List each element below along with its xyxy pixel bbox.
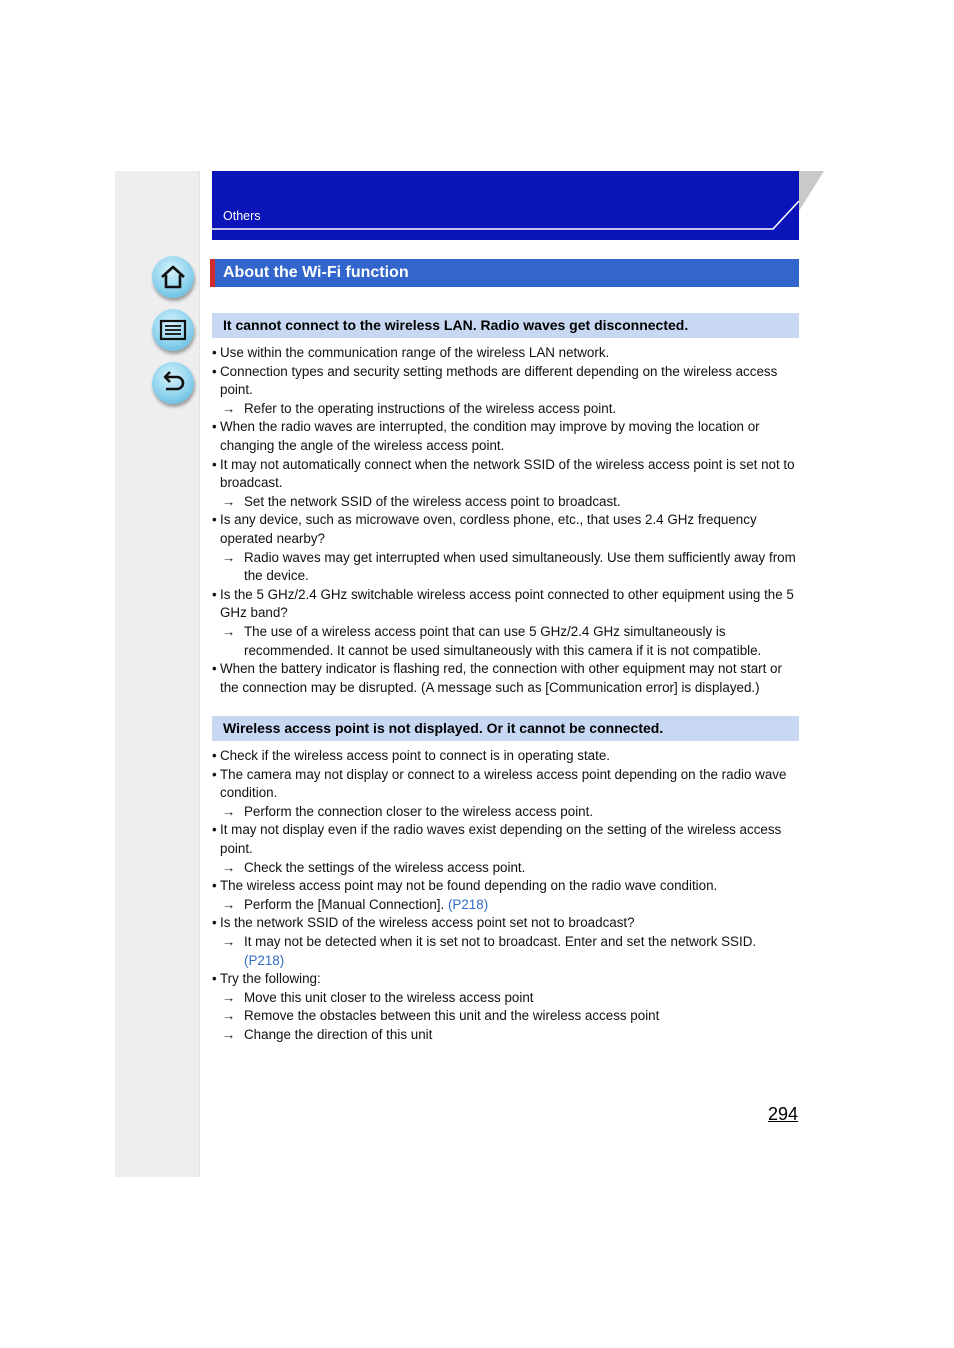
item-text: Is any device, such as microwave oven, cordless phone, etc., that uses 2.4 GHz frequency operated nearby?: [220, 512, 757, 546]
list-item: [210, 344, 800, 363]
item-text: Is the 5 GHz/2.4 GHz switchable wireless access point connected to other equipment using the 5 GHz band?: [220, 586, 794, 621]
bullet: •: [212, 878, 217, 894]
home-icon: [158, 262, 188, 292]
item-text: Try the following:: [220, 971, 321, 987]
sub-item-text: Remove the obstacles between this unit and the wireless access point: [244, 1008, 660, 1024]
section2-list: [210, 747, 800, 1045]
item-text: It may not automatically connect when the network SSID of the wireless access point is set not to broadcast.: [220, 456, 795, 491]
bullet: •: [212, 512, 217, 528]
bullet: •: [212, 586, 217, 602]
arrow-icon: →: [222, 859, 236, 875]
sub-item: [210, 549, 800, 586]
item-text: When the radio waves are interrupted, the condition may improve by moving the location or changing the angle of the wireless access point.: [220, 419, 760, 453]
sub-item-text: Change the direction of this unit: [244, 1026, 433, 1042]
bullet: •: [212, 363, 217, 379]
home-button[interactable]: [152, 256, 194, 298]
bullet: •: [212, 661, 217, 677]
arrow-icon: →: [222, 549, 236, 565]
bullet: •: [212, 419, 217, 435]
item-text: Is the network SSID of the wireless access point set not to broadcast?: [220, 915, 635, 931]
arrow-icon: →: [222, 933, 236, 949]
bullet: •: [212, 766, 217, 782]
list-item: [210, 970, 800, 989]
sub-item: [210, 1007, 800, 1026]
sub-item-text: Check the settings of the wireless access point.: [244, 859, 526, 875]
list-item: [210, 821, 800, 858]
item-text: Use within the communication range of the wireless LAN network.: [220, 345, 610, 360]
sub-item: [210, 1026, 800, 1045]
list-item: [210, 586, 800, 623]
list-item: [210, 914, 800, 933]
item-text: The camera may not display or connect to a wireless access point depending on the radio wave condition.: [220, 766, 787, 801]
bullet: •: [212, 345, 217, 360]
sub-item: [210, 896, 800, 915]
sub-item-text: Radio waves may get interrupted when used simultaneously. Use them sufficiently away from the device.: [244, 549, 796, 584]
sub-item: [210, 400, 800, 419]
item-text: When the battery indicator is flashing red, the connection with other equipment may not start or the connection may be disrupted. (A message such as [Communication error] is displayed.): [220, 661, 782, 695]
list-item: [210, 511, 800, 548]
main-heading: About the Wi-Fi function: [210, 259, 799, 287]
sub-item-text: Set the network SSID of the wireless access point to broadcast.: [244, 493, 621, 509]
list-item: [210, 877, 800, 896]
arrow-icon: →: [222, 1008, 236, 1024]
page-reference-link[interactable]: (P218): [447, 896, 489, 912]
sub-item: [210, 989, 800, 1008]
sub-item-text: Refer to the operating instructions of the wireless access point.: [244, 400, 617, 416]
bullet: •: [212, 822, 217, 838]
bullet: •: [212, 748, 217, 763]
arrow-icon: →: [222, 803, 236, 819]
list-item: [210, 766, 800, 803]
list-item: [210, 456, 800, 493]
sub-item-text: The use of a wireless access point that can use 5 GHz/2.4 GHz simultaneously is recommended. It cannot be used simultaneously with this camera if it is not compatible.: [244, 623, 762, 658]
back-button[interactable]: [152, 362, 194, 404]
list-item: [210, 418, 800, 455]
back-arrow-icon: [158, 368, 188, 398]
page-number: 294: [768, 1104, 799, 1124]
bullet: •: [212, 971, 217, 987]
section1-list: [210, 344, 800, 697]
menu-button[interactable]: [152, 309, 194, 351]
sub-item-text: Perform the connection closer to the wireless access point.: [244, 803, 594, 819]
sub-item: [210, 933, 800, 970]
arrow-icon: →: [222, 896, 236, 912]
sub-item-text: Move this unit closer to the wireless access point: [244, 989, 534, 1005]
item-text: It may not display even if the radio waves exist depending on the setting of the wireless access point.: [220, 822, 782, 856]
list-item: [210, 660, 800, 697]
page-reference-link[interactable]: (P218): [244, 952, 285, 968]
arrow-icon: →: [222, 623, 236, 639]
bullet: •: [212, 456, 217, 472]
arrow-icon: →: [222, 989, 236, 1005]
sub-item-text: Perform the [Manual Connection].: [244, 896, 445, 912]
item-text: Check if the wireless access point to connect is in operating state.: [220, 748, 611, 763]
sub-item-text: It may not be detected when it is set not to broadcast. Enter and set the network SSID.: [244, 933, 757, 949]
sub-item: [210, 493, 800, 512]
arrow-icon: →: [222, 1026, 236, 1042]
section-label: Others: [223, 209, 261, 223]
bullet: •: [212, 915, 217, 931]
sub-item: [210, 623, 800, 660]
arrow-icon: →: [222, 493, 236, 509]
menu-list-icon: [158, 315, 188, 345]
section2-heading: Wireless access point is not displayed. Or it cannot be connected.: [212, 716, 799, 741]
arrow-icon: →: [222, 400, 236, 416]
item-text: The wireless access point may not be found depending on the radio wave condition.: [220, 878, 718, 894]
sub-item: [210, 803, 800, 822]
list-item: [210, 747, 800, 766]
list-item: [210, 363, 800, 400]
section1-heading: It cannot connect to the wireless LAN. Radio waves get disconnected.: [212, 313, 799, 338]
header-band: [212, 171, 799, 240]
item-text: Connection types and security setting methods are different depending on the wireless access point.: [220, 363, 778, 398]
sub-item: [210, 859, 800, 878]
